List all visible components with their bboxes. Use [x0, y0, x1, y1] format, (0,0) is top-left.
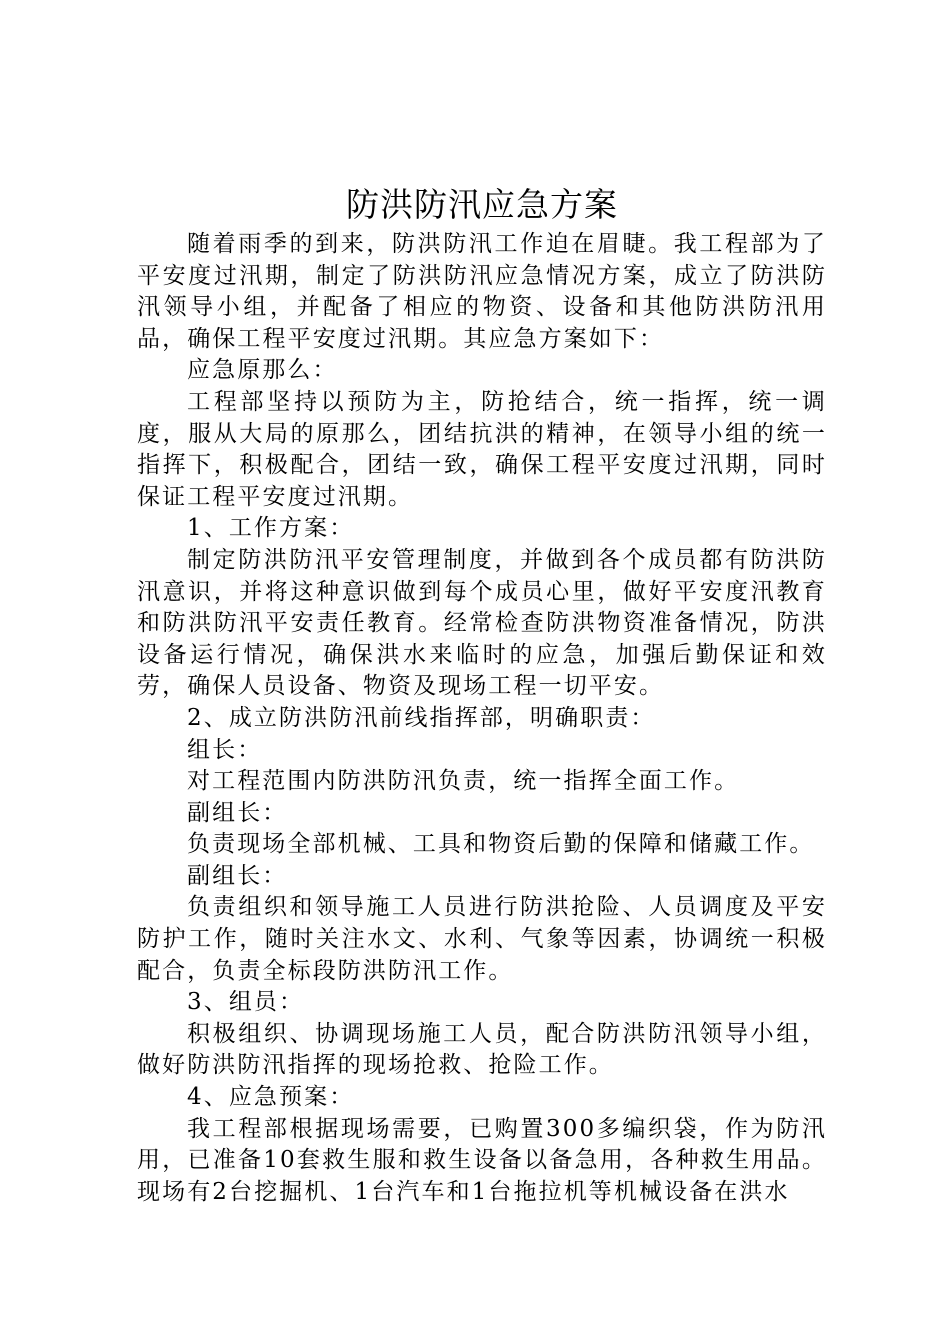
section-1-paragraph: 制定防洪防汛平安管理制度，并做到各个成员都有防洪防汛意识，并将这种意识做到每个成员心里，做好平安度汛教育和防洪防汛平安责任教育。经常检查防洪物资准备情况，防洪设备运行情况，确保洪水来临时的应急，加强后勤保证和效劳，确保人员设备、物资及现场工程一切平安。: [137, 546, 827, 700]
deputy-leader-duty-2: 负责组织和领导施工人员进行防洪抢险、人员调度及平安防护工作，随时关注水文、水利、气象等因素，协调统一积极配合，负责全标段防洪防汛工作。: [137, 894, 827, 984]
principle-paragraph: 工程部坚持以预防为主，防抢结合，统一指挥，统一调度，服从大局的原那么，团结抗洪的精神，在领导小组的统一指挥下，积极配合，团结一致，确保工程平安度过汛期，同时保证工程平安度过汛期。: [137, 388, 827, 510]
deputy-leader-duty-1: 负责现场全部机械、工具和物资后勤的保障和储藏工作。: [187, 831, 815, 858]
deputy-leader-label-1: 副组长：: [187, 799, 288, 826]
section-4-paragraph: 我工程部根据现场需要，已购置300多编织袋，作为防汛用，已准备10套救生服和救生设备以备急用，各种救生用品。现场有2台挖掘机、1台汽车和1台拖拉机等机械设备在洪水: [137, 1115, 827, 1205]
section-3-paragraph: 积极组织、协调现场施工人员，配合防洪防汛领导小组，做好防洪防汛指挥的现场抢救、抢险工作。: [137, 1020, 827, 1079]
deputy-leader-label-2: 副组长：: [187, 862, 288, 889]
section-2-heading: 2、成立防洪防汛前线指挥部，明确职责：: [187, 704, 656, 731]
section-3-heading: 3、组员：: [187, 989, 305, 1016]
section-4-heading: 4、应急预案：: [187, 1084, 355, 1111]
principle-heading: 应急原那么：: [187, 357, 338, 384]
section-1-heading: 1、工作方案：: [187, 515, 355, 542]
leader-label: 组长：: [187, 736, 263, 763]
document-page: [137, 183, 827, 1208]
leader-duty: 对工程范围内防洪防汛负责，统一指挥全面工作。: [187, 768, 740, 795]
intro-paragraph: 随着雨季的到来，防洪防汛工作迫在眉睫。我工程部为了平安度过汛期，制定了防洪防汛应急情况方案，成立了防洪防汛领导小组，并配备了相应的物资、设备和其他防洪防汛用品，确保工程平安度过汛期。其应急方案如下：: [137, 231, 827, 352]
document-title: 防洪防汛应急方案: [346, 185, 618, 224]
